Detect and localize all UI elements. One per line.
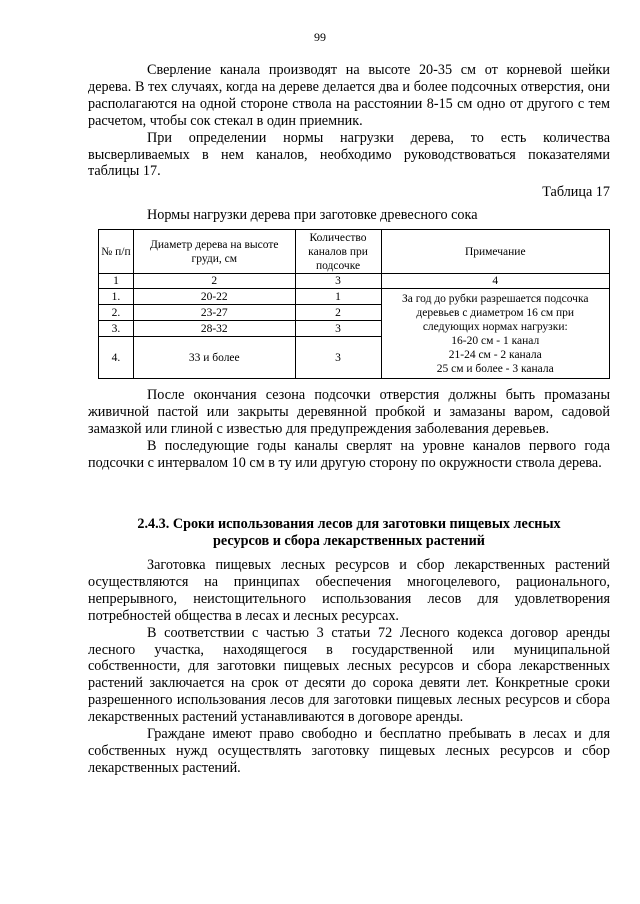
header-cell: Количество каналов при подсочке xyxy=(295,230,381,274)
row-number: 2. xyxy=(99,305,134,321)
row-channels: 2 xyxy=(295,305,381,321)
note-line: 16-20 см - 1 канал xyxy=(451,334,540,347)
table-row xyxy=(99,289,610,305)
header-cell: Диаметр дерева на высоте груди, см xyxy=(133,230,295,274)
table-index-row xyxy=(99,274,610,289)
row-diameter: 20-22 xyxy=(133,289,295,305)
paragraph: В последующие годы каналы сверлят на уровне каналов первого года подсочки с интервалом 10 см в ту или другую сторону по окружности ствола дерева. xyxy=(88,437,610,471)
intro-text xyxy=(88,62,610,180)
header-cell: № п/п xyxy=(99,230,134,274)
row-number: 3. xyxy=(99,321,134,337)
index-cell: 3 xyxy=(295,274,381,289)
row-diameter: 28-32 xyxy=(133,321,295,337)
row-diameter: 33 и более xyxy=(133,337,295,379)
note-line: За год до рубки разрешается подсочка xyxy=(402,292,589,305)
table-label: Таблица 17 xyxy=(542,184,610,200)
index-cell: 1 xyxy=(99,274,134,289)
section-heading-line: ресурсов и сбора лекарственных растений xyxy=(213,533,485,549)
section-heading-line: 2.4.3. Сроки использования лесов для заготовки пищевых лесных xyxy=(137,516,561,532)
note-line: следующих нормах нагрузки: xyxy=(422,320,568,333)
index-cell: 2 xyxy=(133,274,295,289)
paragraph: После окончания сезона подсочки отверстия должны быть промазаны живичной пастой или закрыты деревянной пробкой и замазаны варом, садовой замазкой или глиной с известью для предупреждения заболевания деревьев. xyxy=(88,387,610,437)
note-line: 21-24 см - 2 канала xyxy=(448,348,542,361)
paragraph: Граждане имеют право свободно и бесплатно пребывать в лесах и для собственных нужд осуществлять заготовку пищевых лесных ресурсов и сбор лекарственных растений. xyxy=(88,726,610,776)
section-text xyxy=(88,557,610,777)
row-channels: 3 xyxy=(295,321,381,337)
paragraph: Сверление канала производят на высоте 20-35 см от корневой шейки дерева. В тех случаях, когда на дереве делается два и более подсочных отверстия, они располагаются на одной стороне ствола на расстоянии 8-15 см одно от другого с тем расчетом, чтобы сок стекал в один приемник. xyxy=(88,62,610,129)
row-channels: 3 xyxy=(295,337,381,379)
table-header-row xyxy=(99,230,610,274)
paragraph: В соответствии с частью 3 статьи 72 Лесного кодекса договор аренды лесного участка, находящегося в государственной или муниципальной собственности, для заготовки пищевых лесных ресурсов и сбора лекарственных растений заключается на срок от десяти до сорока девяти лет. Конкретные сроки разрешенного использования лесов для заготовки пищевых лесных ресурсов и сбора лекарственных растений устанавливаются в договоре аренды. xyxy=(88,624,610,726)
norms-table xyxy=(98,229,610,379)
row-number: 1. xyxy=(99,289,134,305)
row-diameter: 23-27 xyxy=(133,305,295,321)
paragraph: При определении нормы нагрузки дерева, то есть количества высверливаемых в нем каналов, необходимо руководствоваться показателями таблицы 17. xyxy=(88,129,610,180)
page-number: 99 xyxy=(314,30,326,44)
row-number: 4. xyxy=(99,337,134,379)
note-line: деревьев с диаметром 16 см при xyxy=(416,306,575,319)
paragraph: Заготовка пищевых лесных ресурсов и сбор лекарственных растений осуществляются на принципах обеспечения многоцелевого, рационального, непрерывного, неистощительного использования лесов для удовлетворения потребностей общества в лесах и лесных ресурсах. xyxy=(88,557,610,624)
middle-text xyxy=(88,387,610,472)
header-cell: Примечание xyxy=(381,230,610,274)
note-line: 25 см и более - 3 канала xyxy=(436,362,554,375)
row-channels: 1 xyxy=(295,289,381,305)
section-heading xyxy=(88,516,610,550)
table-caption: Нормы нагрузки дерева при заготовке древесного сока xyxy=(147,207,478,223)
note-cell xyxy=(381,289,610,379)
index-cell: 4 xyxy=(381,274,610,289)
